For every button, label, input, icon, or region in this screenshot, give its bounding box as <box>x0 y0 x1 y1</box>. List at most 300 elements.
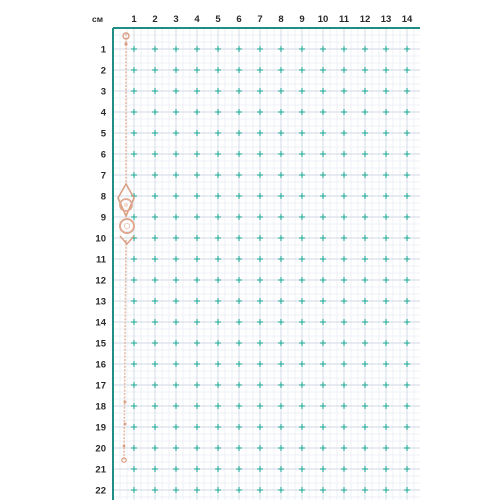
cross-marker <box>299 487 305 493</box>
cross-marker <box>215 403 221 409</box>
cross-marker <box>362 487 368 493</box>
x-tick-label: 12 <box>359 14 371 25</box>
cross-marker <box>383 277 389 283</box>
cross-marker <box>194 445 200 451</box>
cross-marker <box>404 445 410 451</box>
cross-marker <box>341 214 347 220</box>
cross-marker <box>152 46 158 52</box>
cross-marker <box>278 88 284 94</box>
cross-marker <box>362 256 368 262</box>
cross-marker <box>173 340 179 346</box>
cross-marker <box>341 340 347 346</box>
cross-marker <box>236 403 242 409</box>
cross-marker <box>173 466 179 472</box>
cross-marker <box>152 277 158 283</box>
cross-marker <box>299 67 305 73</box>
cross-marker <box>194 382 200 388</box>
cross-marker <box>341 487 347 493</box>
cross-marker <box>173 235 179 241</box>
cross-marker <box>152 298 158 304</box>
cross-marker <box>236 151 242 157</box>
cross-marker <box>362 46 368 52</box>
cross-marker <box>299 172 305 178</box>
unit-label: см <box>92 14 104 24</box>
cross-marker <box>299 319 305 325</box>
cross-marker <box>404 277 410 283</box>
cross-marker <box>362 466 368 472</box>
cross-marker <box>320 424 326 430</box>
cross-marker <box>215 298 221 304</box>
cross-marker <box>152 445 158 451</box>
cross-marker <box>236 277 242 283</box>
x-tick-label: 10 <box>317 14 329 25</box>
cross-marker <box>320 466 326 472</box>
cross-marker <box>278 256 284 262</box>
cross-marker <box>236 193 242 199</box>
cross-marker <box>341 403 347 409</box>
cross-marker <box>362 361 368 367</box>
cross-marker <box>173 319 179 325</box>
cross-marker <box>215 424 221 430</box>
cross-marker <box>173 172 179 178</box>
x-tick-label: 2 <box>152 14 158 25</box>
cross-marker <box>236 256 242 262</box>
cross-marker <box>362 319 368 325</box>
cross-marker <box>404 88 410 94</box>
x-tick-label: 1 <box>131 14 137 25</box>
y-tick-label: 22 <box>95 485 106 497</box>
cross-marker <box>404 466 410 472</box>
cross-marker <box>194 277 200 283</box>
x-tick-label: 6 <box>236 14 242 25</box>
cross-marker <box>320 445 326 451</box>
cross-marker <box>173 361 179 367</box>
cross-marker <box>362 277 368 283</box>
cross-marker <box>194 256 200 262</box>
cross-marker <box>131 277 137 283</box>
cross-marker <box>194 466 200 472</box>
cross-marker <box>236 172 242 178</box>
x-tick-label: 7 <box>257 14 263 25</box>
cross-marker <box>173 130 179 136</box>
cross-marker <box>257 214 263 220</box>
cross-marker <box>131 67 137 73</box>
cross-marker <box>257 340 263 346</box>
cross-marker <box>320 319 326 325</box>
cross-marker <box>236 46 242 52</box>
cross-marker <box>257 67 263 73</box>
cross-marker <box>341 172 347 178</box>
cross-marker <box>362 130 368 136</box>
cross-marker <box>257 298 263 304</box>
x-tick-label: 9 <box>299 14 305 25</box>
cross-marker <box>215 277 221 283</box>
cross-marker <box>278 466 284 472</box>
cross-marker <box>215 46 221 52</box>
cross-marker <box>320 361 326 367</box>
cross-marker <box>194 487 200 493</box>
cross-marker <box>194 46 200 52</box>
cross-marker <box>299 193 305 199</box>
cross-marker <box>131 445 137 451</box>
cross-marker <box>404 256 410 262</box>
cross-marker <box>194 130 200 136</box>
cross-marker <box>278 172 284 178</box>
cross-marker <box>173 109 179 115</box>
cross-marker <box>320 340 326 346</box>
cross-marker <box>362 382 368 388</box>
cross-marker <box>236 382 242 388</box>
cross-marker <box>320 151 326 157</box>
cross-marker <box>173 277 179 283</box>
y-tick-label: 4 <box>100 107 106 119</box>
cross-marker <box>383 172 389 178</box>
cross-marker <box>236 424 242 430</box>
cross-marker <box>152 382 158 388</box>
cross-marker <box>131 424 137 430</box>
cross-marker <box>278 361 284 367</box>
x-tick-label: 8 <box>278 14 284 25</box>
cross-marker <box>278 319 284 325</box>
cross-marker <box>341 109 347 115</box>
cross-marker <box>257 151 263 157</box>
cross-marker <box>257 256 263 262</box>
cross-marker <box>131 151 137 157</box>
cross-marker <box>194 235 200 241</box>
cross-marker <box>278 487 284 493</box>
cross-marker <box>257 193 263 199</box>
cross-marker <box>278 340 284 346</box>
cross-marker <box>194 109 200 115</box>
cross-marker <box>173 382 179 388</box>
cross-marker <box>383 67 389 73</box>
cross-marker <box>362 214 368 220</box>
cross-marker <box>383 109 389 115</box>
cross-marker <box>404 67 410 73</box>
cross-marker <box>257 466 263 472</box>
cross-marker <box>299 382 305 388</box>
cross-marker <box>131 319 137 325</box>
cross-marker <box>383 214 389 220</box>
cross-marker <box>131 466 137 472</box>
cross-marker <box>236 88 242 94</box>
cross-marker <box>278 109 284 115</box>
cross-marker <box>299 235 305 241</box>
x-tick-label: 14 <box>401 14 413 25</box>
cross-marker <box>383 151 389 157</box>
cross-marker <box>341 151 347 157</box>
cross-marker <box>320 88 326 94</box>
cross-marker <box>320 256 326 262</box>
cross-marker <box>215 319 221 325</box>
cross-marker <box>383 193 389 199</box>
cross-marker <box>299 445 305 451</box>
y-tick-label: 9 <box>100 212 106 224</box>
cross-marker <box>278 298 284 304</box>
y-tick-label: 17 <box>95 380 106 392</box>
cross-marker <box>152 403 158 409</box>
cross-marker <box>131 214 137 220</box>
cross-marker <box>320 235 326 241</box>
cross-marker <box>194 424 200 430</box>
cross-marker <box>320 130 326 136</box>
cross-marker <box>404 319 410 325</box>
cross-marker <box>257 277 263 283</box>
cross-marker <box>320 46 326 52</box>
cross-marker <box>152 466 158 472</box>
x-tick-label: 11 <box>338 14 350 25</box>
cross-marker <box>341 193 347 199</box>
axes <box>113 28 420 500</box>
cross-marker <box>404 340 410 346</box>
cross-marker <box>278 445 284 451</box>
cross-marker <box>194 298 200 304</box>
cross-marker <box>194 193 200 199</box>
cross-marker <box>236 109 242 115</box>
cross-marker <box>404 214 410 220</box>
cross-marker <box>320 193 326 199</box>
cross-marker <box>173 445 179 451</box>
cross-marker <box>383 403 389 409</box>
cross-marker <box>257 487 263 493</box>
cross-marker <box>299 88 305 94</box>
cross-marker <box>215 256 221 262</box>
cross-marker <box>215 67 221 73</box>
cross-marker <box>194 67 200 73</box>
cross-marker <box>341 361 347 367</box>
cross-marker <box>341 298 347 304</box>
cross-marker <box>299 277 305 283</box>
cross-marker <box>152 130 158 136</box>
y-tick-label: 7 <box>100 170 106 182</box>
cross-marker <box>257 235 263 241</box>
y-tick-label: 5 <box>100 128 106 140</box>
cross-marker <box>341 319 347 325</box>
y-tick-label: 12 <box>95 275 106 287</box>
cross-marker <box>257 361 263 367</box>
y-tick-label: 11 <box>95 254 106 266</box>
cross-marker <box>362 67 368 73</box>
y-tick-label: 10 <box>95 233 106 245</box>
cross-marker <box>152 67 158 73</box>
cross-marker <box>152 361 158 367</box>
cross-marker <box>341 424 347 430</box>
cross-marker <box>278 424 284 430</box>
cross-marker <box>257 46 263 52</box>
cross-marker <box>362 298 368 304</box>
cross-marker <box>320 172 326 178</box>
cross-marker <box>257 109 263 115</box>
cross-marker <box>383 298 389 304</box>
fine-grid <box>113 28 420 500</box>
cross-marker <box>236 487 242 493</box>
cross-marker <box>131 361 137 367</box>
cross-marker <box>320 277 326 283</box>
cross-marker <box>341 235 347 241</box>
cross-marker <box>278 382 284 388</box>
cross-marker <box>362 403 368 409</box>
y-tick-label: 1 <box>100 44 106 56</box>
cross-marker <box>278 151 284 157</box>
cross-marker <box>299 298 305 304</box>
cross-marker <box>362 88 368 94</box>
y-tick-label: 16 <box>95 359 106 371</box>
cross-marker <box>194 340 200 346</box>
cross-marker <box>131 340 137 346</box>
cross-marker <box>299 403 305 409</box>
cross-marker <box>404 298 410 304</box>
cross-marker <box>173 403 179 409</box>
cross-marker <box>236 361 242 367</box>
cross-marker <box>320 67 326 73</box>
cross-marker <box>362 109 368 115</box>
cross-marker <box>278 130 284 136</box>
cross-marker <box>341 46 347 52</box>
cross-marker <box>152 214 158 220</box>
x-tick-label: 4 <box>194 14 200 25</box>
cross-marker <box>131 256 137 262</box>
cross-marker <box>131 382 137 388</box>
cross-marker <box>215 214 221 220</box>
cross-marker <box>383 445 389 451</box>
major-grid <box>113 28 420 500</box>
cross-marker <box>404 487 410 493</box>
cross-marker <box>236 298 242 304</box>
cross-marker <box>299 424 305 430</box>
cross-marker <box>362 151 368 157</box>
cross-marker <box>362 193 368 199</box>
y-tick-label: 18 <box>95 401 106 413</box>
cross-marker <box>404 151 410 157</box>
cross-marker <box>194 319 200 325</box>
cross-marker <box>341 382 347 388</box>
cross-marker <box>278 46 284 52</box>
y-tick-label: 13 <box>95 296 106 308</box>
cross-marker <box>341 466 347 472</box>
cross-marker <box>404 361 410 367</box>
y-tick-label: 15 <box>95 338 106 350</box>
cross-marker <box>404 46 410 52</box>
y-tick-label: 6 <box>100 149 106 161</box>
cross-marker <box>152 424 158 430</box>
cross-marker <box>131 88 137 94</box>
cross-marker <box>278 193 284 199</box>
cross-marker <box>341 130 347 136</box>
cross-marker <box>194 403 200 409</box>
cross-marker <box>404 193 410 199</box>
cross-marker <box>362 235 368 241</box>
cross-marker <box>299 340 305 346</box>
cross-marker <box>236 130 242 136</box>
cross-marker <box>194 151 200 157</box>
cross-marker <box>215 109 221 115</box>
cross-marker <box>173 151 179 157</box>
cross-marker <box>215 88 221 94</box>
cross-marker <box>131 109 137 115</box>
cross-marker <box>404 130 410 136</box>
cross-marker <box>194 214 200 220</box>
cross-marker <box>215 235 221 241</box>
cross-marker <box>320 403 326 409</box>
cross-marker <box>131 172 137 178</box>
cross-marker <box>152 151 158 157</box>
cross-marker <box>173 256 179 262</box>
cross-marker <box>173 46 179 52</box>
y-tick-label: 3 <box>100 86 106 98</box>
y-tick-label: 2 <box>100 65 106 77</box>
cross-marker <box>173 424 179 430</box>
cross-marker <box>383 130 389 136</box>
cross-marker <box>257 403 263 409</box>
cross-marker <box>299 109 305 115</box>
cross-marker <box>404 235 410 241</box>
cross-marker <box>299 151 305 157</box>
y-tick-label: 20 <box>95 443 106 455</box>
cross-marker <box>320 214 326 220</box>
cross-marker <box>152 256 158 262</box>
cross-marker <box>383 319 389 325</box>
cross-marker <box>383 466 389 472</box>
cross-marker <box>215 340 221 346</box>
cross-marker <box>383 487 389 493</box>
cross-marker <box>257 172 263 178</box>
cross-marker <box>173 193 179 199</box>
cross-marker <box>320 487 326 493</box>
cross-marker <box>383 382 389 388</box>
cross-marker <box>404 382 410 388</box>
cross-marker <box>278 214 284 220</box>
cross-marker <box>152 109 158 115</box>
cross-marker <box>236 214 242 220</box>
cross-marker <box>341 67 347 73</box>
cross-marker <box>152 88 158 94</box>
cross-marker <box>362 172 368 178</box>
cross-marker <box>383 46 389 52</box>
cross-marker <box>299 466 305 472</box>
cross-marker <box>404 403 410 409</box>
cross-marker <box>173 88 179 94</box>
y-tick-label: 21 <box>95 464 106 476</box>
cross-marker <box>383 256 389 262</box>
cross-marker <box>215 151 221 157</box>
cross-marker <box>215 466 221 472</box>
cross-marker <box>404 172 410 178</box>
cross-marker <box>194 172 200 178</box>
cross-marker <box>362 340 368 346</box>
cross-marker <box>215 130 221 136</box>
cross-marker <box>383 235 389 241</box>
y-tick-labels <box>95 45 106 497</box>
cross-marker <box>173 214 179 220</box>
cross-marker <box>257 424 263 430</box>
cross-marker <box>152 340 158 346</box>
x-tick-labels <box>131 14 413 25</box>
jewelry-bracelet-image <box>118 33 134 462</box>
cross-marker <box>131 298 137 304</box>
y-tick-label: 8 <box>100 191 106 203</box>
cross-marker <box>152 319 158 325</box>
cross-marker <box>257 130 263 136</box>
x-tick-label: 13 <box>380 14 392 25</box>
x-tick-label: 5 <box>215 14 221 25</box>
cross-marker <box>236 466 242 472</box>
cross-marker <box>131 403 137 409</box>
cross-marker <box>152 172 158 178</box>
cross-marker <box>173 298 179 304</box>
cross-marker <box>131 487 137 493</box>
cross-marker <box>173 487 179 493</box>
cross-marker <box>152 235 158 241</box>
